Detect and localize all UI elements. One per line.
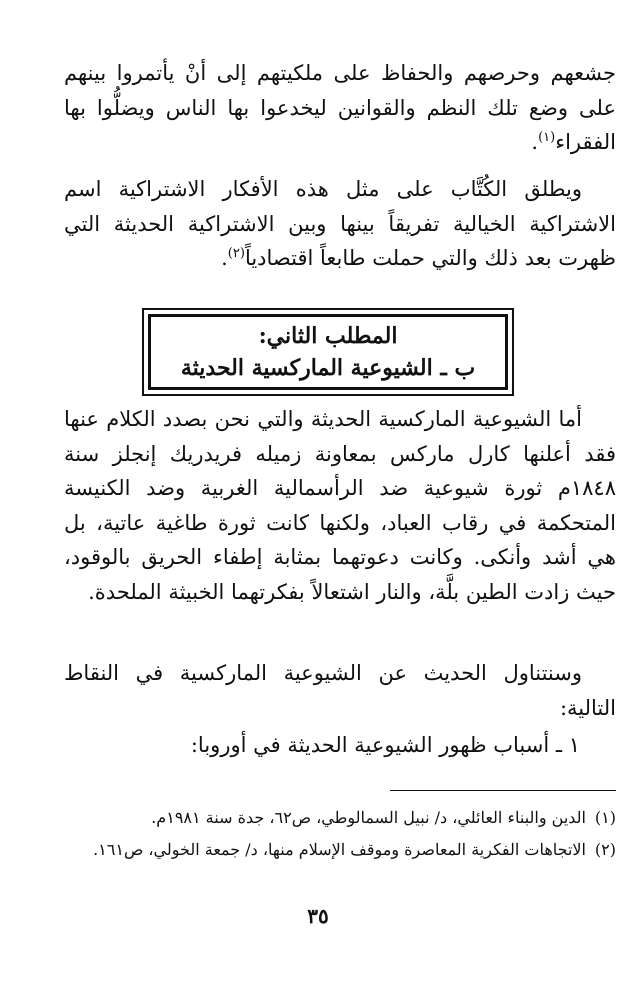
section-heading-title: المطلب الثاني: xyxy=(258,323,398,349)
section-heading-subtitle: ب ـ الشيوعية الماركسية الحديثة xyxy=(180,355,476,381)
footnote-2-number: (٢) xyxy=(594,840,616,859)
footnote-1-text: الدين والبناء العائلي، د/ نبيل السمالوطي، ص٦٢، جدة سنة ١٩٨١م. xyxy=(151,808,586,827)
paragraph-4: وسنتناول الحديث عن الشيوعية الماركسية في النقاط التالية: xyxy=(64,661,616,720)
footnote-1-number: (١) xyxy=(594,808,616,827)
footnote-divider xyxy=(390,790,616,791)
section-heading xyxy=(148,314,508,390)
footnote-2-text: الاتجاهات الفكرية المعاصرة وموقف الإسلام منها، د/ جمعة الخولي، ص١٦١. xyxy=(93,840,586,859)
footnote-1 xyxy=(64,804,616,832)
paragraph-2-end: . xyxy=(221,246,228,270)
footnote-ref-1[interactable]: (١) xyxy=(538,130,556,145)
paragraph-2 xyxy=(64,172,616,276)
paragraph-1-text: جشعهم وحرصهم والحفاظ على ملكيتهم إلى أنْ يأتمروا بينهم على وضع تلك النظم والقوانين ليخدعوا بها الناس ويضلُّوا بها الفقراء xyxy=(64,61,616,154)
list-item-1: ١ ـ أسباب ظهور الشيوعية الحديثة في أوروبا: xyxy=(190,733,580,757)
section-heading-frame xyxy=(142,308,514,396)
paragraph-2-text: ويطلق الكُتَّاب على مثل هذه الأفكار الاشتراكية اسم الاشتراكية الخيالية تفريقاً بينها وبين الاشتراكية الحديثة التي ظهرت بعد ذلك والتي حملت طابعاً اقتصادياً xyxy=(64,177,616,270)
footnotes xyxy=(64,804,616,868)
paragraph-1 xyxy=(64,56,616,160)
footnote-2 xyxy=(64,836,616,864)
page-number: ٣٥ xyxy=(307,904,329,928)
paragraph-3: أما الشيوعية الماركسية الحديثة والتي نحن بصدد الكلام عنها فقد أعلنها كارل ماركس بمعاونة زميله فريدريك إنجلز سنة ١٨٤٨م ثورة شيوعية ضد الرأسمالية الغربية وضد الكنيسة المتحكمة في رقاب العباد، ولكنها كانت ثورة طاغية عاتية، بل هي أشد وأنكى. وكانت دعوتهما بمثابة إطفاء الحريق بالوقود، حيث زادت الطين بلَّة، والنار اشتعالاً بفكرتهما الخبيثة الملحدة. xyxy=(64,407,616,604)
footnote-ref-2[interactable]: (٢) xyxy=(227,246,245,261)
paragraph-1-end: . xyxy=(531,130,539,154)
